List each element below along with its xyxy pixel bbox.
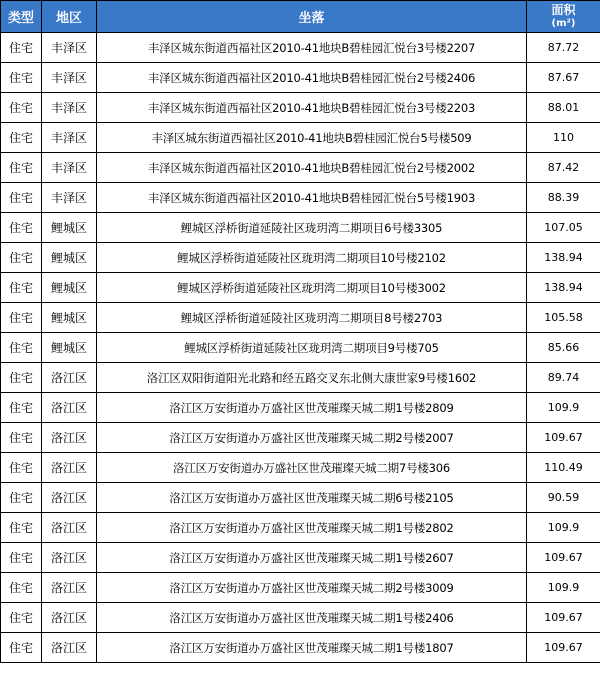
cell-address: 丰泽区城东街道西福社区2010-41地块B碧桂园汇悦台5号楼1903 <box>97 183 527 213</box>
cell-district: 丰泽区 <box>42 93 97 123</box>
cell-type: 住宅 <box>1 183 42 213</box>
table-row <box>1 153 600 183</box>
cell-area: 110 <box>527 123 600 153</box>
header-area-unit: (m²) <box>551 17 576 29</box>
cell-district: 洛江区 <box>42 363 97 393</box>
cell-area: 109.67 <box>527 633 600 663</box>
cell-district: 丰泽区 <box>42 33 97 63</box>
cell-area: 105.58 <box>527 303 600 333</box>
header-address: 坐落 <box>97 1 527 33</box>
cell-type: 住宅 <box>1 93 42 123</box>
cell-address: 洛江区万安街道办万盛社区世茂璀璨天城二期6号楼2105 <box>97 483 527 513</box>
cell-address: 丰泽区城东街道西福社区2010-41地块B碧桂园汇悦台3号楼2207 <box>97 33 527 63</box>
cell-type: 住宅 <box>1 453 42 483</box>
cell-area: 138.94 <box>527 273 600 303</box>
cell-address: 洛江区万安街道办万盛社区世茂璀璨天城二期1号楼2802 <box>97 513 527 543</box>
cell-area: 87.72 <box>527 33 600 63</box>
cell-area: 87.67 <box>527 63 600 93</box>
cell-area: 110.49 <box>527 453 600 483</box>
cell-district: 洛江区 <box>42 513 97 543</box>
cell-address: 丰泽区城东街道西福社区2010-41地块B碧桂园汇悦台2号楼2002 <box>97 153 527 183</box>
cell-address: 鲤城区浮桥街道延陵社区珑玥湾二期项目10号楼2102 <box>97 243 527 273</box>
cell-type: 住宅 <box>1 393 42 423</box>
cell-district: 鲤城区 <box>42 303 97 333</box>
header-area <box>527 1 600 33</box>
cell-area: 109.67 <box>527 603 600 633</box>
cell-area: 107.05 <box>527 213 600 243</box>
cell-district: 鲤城区 <box>42 243 97 273</box>
cell-type: 住宅 <box>1 633 42 663</box>
cell-address: 洛江区双阳街道阳光北路和经五路交叉东北侧大康世家9号楼1602 <box>97 363 527 393</box>
header-type: 类型 <box>1 1 42 33</box>
table-row <box>1 123 600 153</box>
cell-district: 鲤城区 <box>42 273 97 303</box>
cell-district: 洛江区 <box>42 603 97 633</box>
table-body <box>1 33 600 663</box>
cell-address: 洛江区万安街道办万盛社区世茂璀璨天城二期1号楼2809 <box>97 393 527 423</box>
cell-type: 住宅 <box>1 423 42 453</box>
header-district: 地区 <box>42 1 97 33</box>
cell-area: 109.9 <box>527 393 600 423</box>
cell-type: 住宅 <box>1 333 42 363</box>
cell-address: 丰泽区城东街道西福社区2010-41地块B碧桂园汇悦台5号楼509 <box>97 123 527 153</box>
table-row <box>1 363 600 393</box>
cell-area: 85.66 <box>527 333 600 363</box>
table-row <box>1 333 600 363</box>
cell-district: 鲤城区 <box>42 333 97 363</box>
cell-area: 90.59 <box>527 483 600 513</box>
cell-district: 洛江区 <box>42 423 97 453</box>
table-header <box>1 1 600 33</box>
cell-area: 88.01 <box>527 93 600 123</box>
table-row <box>1 33 600 63</box>
table-row <box>1 513 600 543</box>
table-row <box>1 93 600 123</box>
table-row <box>1 633 600 663</box>
cell-address: 洛江区万安街道办万盛社区世茂璀璨天城二期2号楼2007 <box>97 423 527 453</box>
cell-address: 洛江区万安街道办万盛社区世茂璀璨天城二期7号楼306 <box>97 453 527 483</box>
cell-type: 住宅 <box>1 603 42 633</box>
cell-district: 洛江区 <box>42 633 97 663</box>
table-row <box>1 573 600 603</box>
cell-district: 洛江区 <box>42 453 97 483</box>
cell-type: 住宅 <box>1 33 42 63</box>
cell-area: 109.67 <box>527 423 600 453</box>
table-row <box>1 543 600 573</box>
cell-address: 丰泽区城东街道西福社区2010-41地块B碧桂园汇悦台3号楼2203 <box>97 93 527 123</box>
table-row <box>1 483 600 513</box>
cell-area: 109.67 <box>527 543 600 573</box>
cell-type: 住宅 <box>1 513 42 543</box>
table-row <box>1 183 600 213</box>
cell-area: 88.39 <box>527 183 600 213</box>
table-row <box>1 303 600 333</box>
cell-address: 鲤城区浮桥街道延陵社区珑玥湾二期项目10号楼3002 <box>97 273 527 303</box>
table-row <box>1 243 600 273</box>
cell-address: 丰泽区城东街道西福社区2010-41地块B碧桂园汇悦台2号楼2406 <box>97 63 527 93</box>
cell-type: 住宅 <box>1 123 42 153</box>
cell-area: 109.9 <box>527 513 600 543</box>
cell-type: 住宅 <box>1 243 42 273</box>
table-row <box>1 63 600 93</box>
cell-type: 住宅 <box>1 63 42 93</box>
cell-type: 住宅 <box>1 483 42 513</box>
cell-district: 洛江区 <box>42 393 97 423</box>
cell-address: 洛江区万安街道办万盛社区世茂璀璨天城二期1号楼1807 <box>97 633 527 663</box>
cell-district: 洛江区 <box>42 483 97 513</box>
cell-area: 138.94 <box>527 243 600 273</box>
cell-type: 住宅 <box>1 363 42 393</box>
cell-district: 丰泽区 <box>42 153 97 183</box>
header-area-label: 面积 <box>551 2 576 17</box>
cell-address: 鲤城区浮桥街道延陵社区珑玥湾二期项目6号楼3305 <box>97 213 527 243</box>
table-row <box>1 393 600 423</box>
cell-district: 丰泽区 <box>42 63 97 93</box>
cell-district: 鲤城区 <box>42 213 97 243</box>
table-row <box>1 603 600 633</box>
cell-address: 鲤城区浮桥街道延陵社区珑玥湾二期项目8号楼2703 <box>97 303 527 333</box>
cell-type: 住宅 <box>1 213 42 243</box>
cell-type: 住宅 <box>1 543 42 573</box>
cell-district: 洛江区 <box>42 543 97 573</box>
cell-address: 洛江区万安街道办万盛社区世茂璀璨天城二期2号楼3009 <box>97 573 527 603</box>
cell-type: 住宅 <box>1 303 42 333</box>
cell-district: 丰泽区 <box>42 123 97 153</box>
table-row <box>1 213 600 243</box>
cell-area: 87.42 <box>527 153 600 183</box>
header-row <box>1 1 600 33</box>
cell-address: 鲤城区浮桥街道延陵社区珑玥湾二期项目9号楼705 <box>97 333 527 363</box>
cell-type: 住宅 <box>1 153 42 183</box>
cell-type: 住宅 <box>1 573 42 603</box>
cell-district: 丰泽区 <box>42 183 97 213</box>
table-row <box>1 453 600 483</box>
table-row <box>1 273 600 303</box>
cell-type: 住宅 <box>1 273 42 303</box>
cell-address: 洛江区万安街道办万盛社区世茂璀璨天城二期1号楼2607 <box>97 543 527 573</box>
table-row <box>1 423 600 453</box>
cell-address: 洛江区万安街道办万盛社区世茂璀璨天城二期1号楼2406 <box>97 603 527 633</box>
cell-area: 109.9 <box>527 573 600 603</box>
cell-district: 洛江区 <box>42 573 97 603</box>
cell-area: 89.74 <box>527 363 600 393</box>
